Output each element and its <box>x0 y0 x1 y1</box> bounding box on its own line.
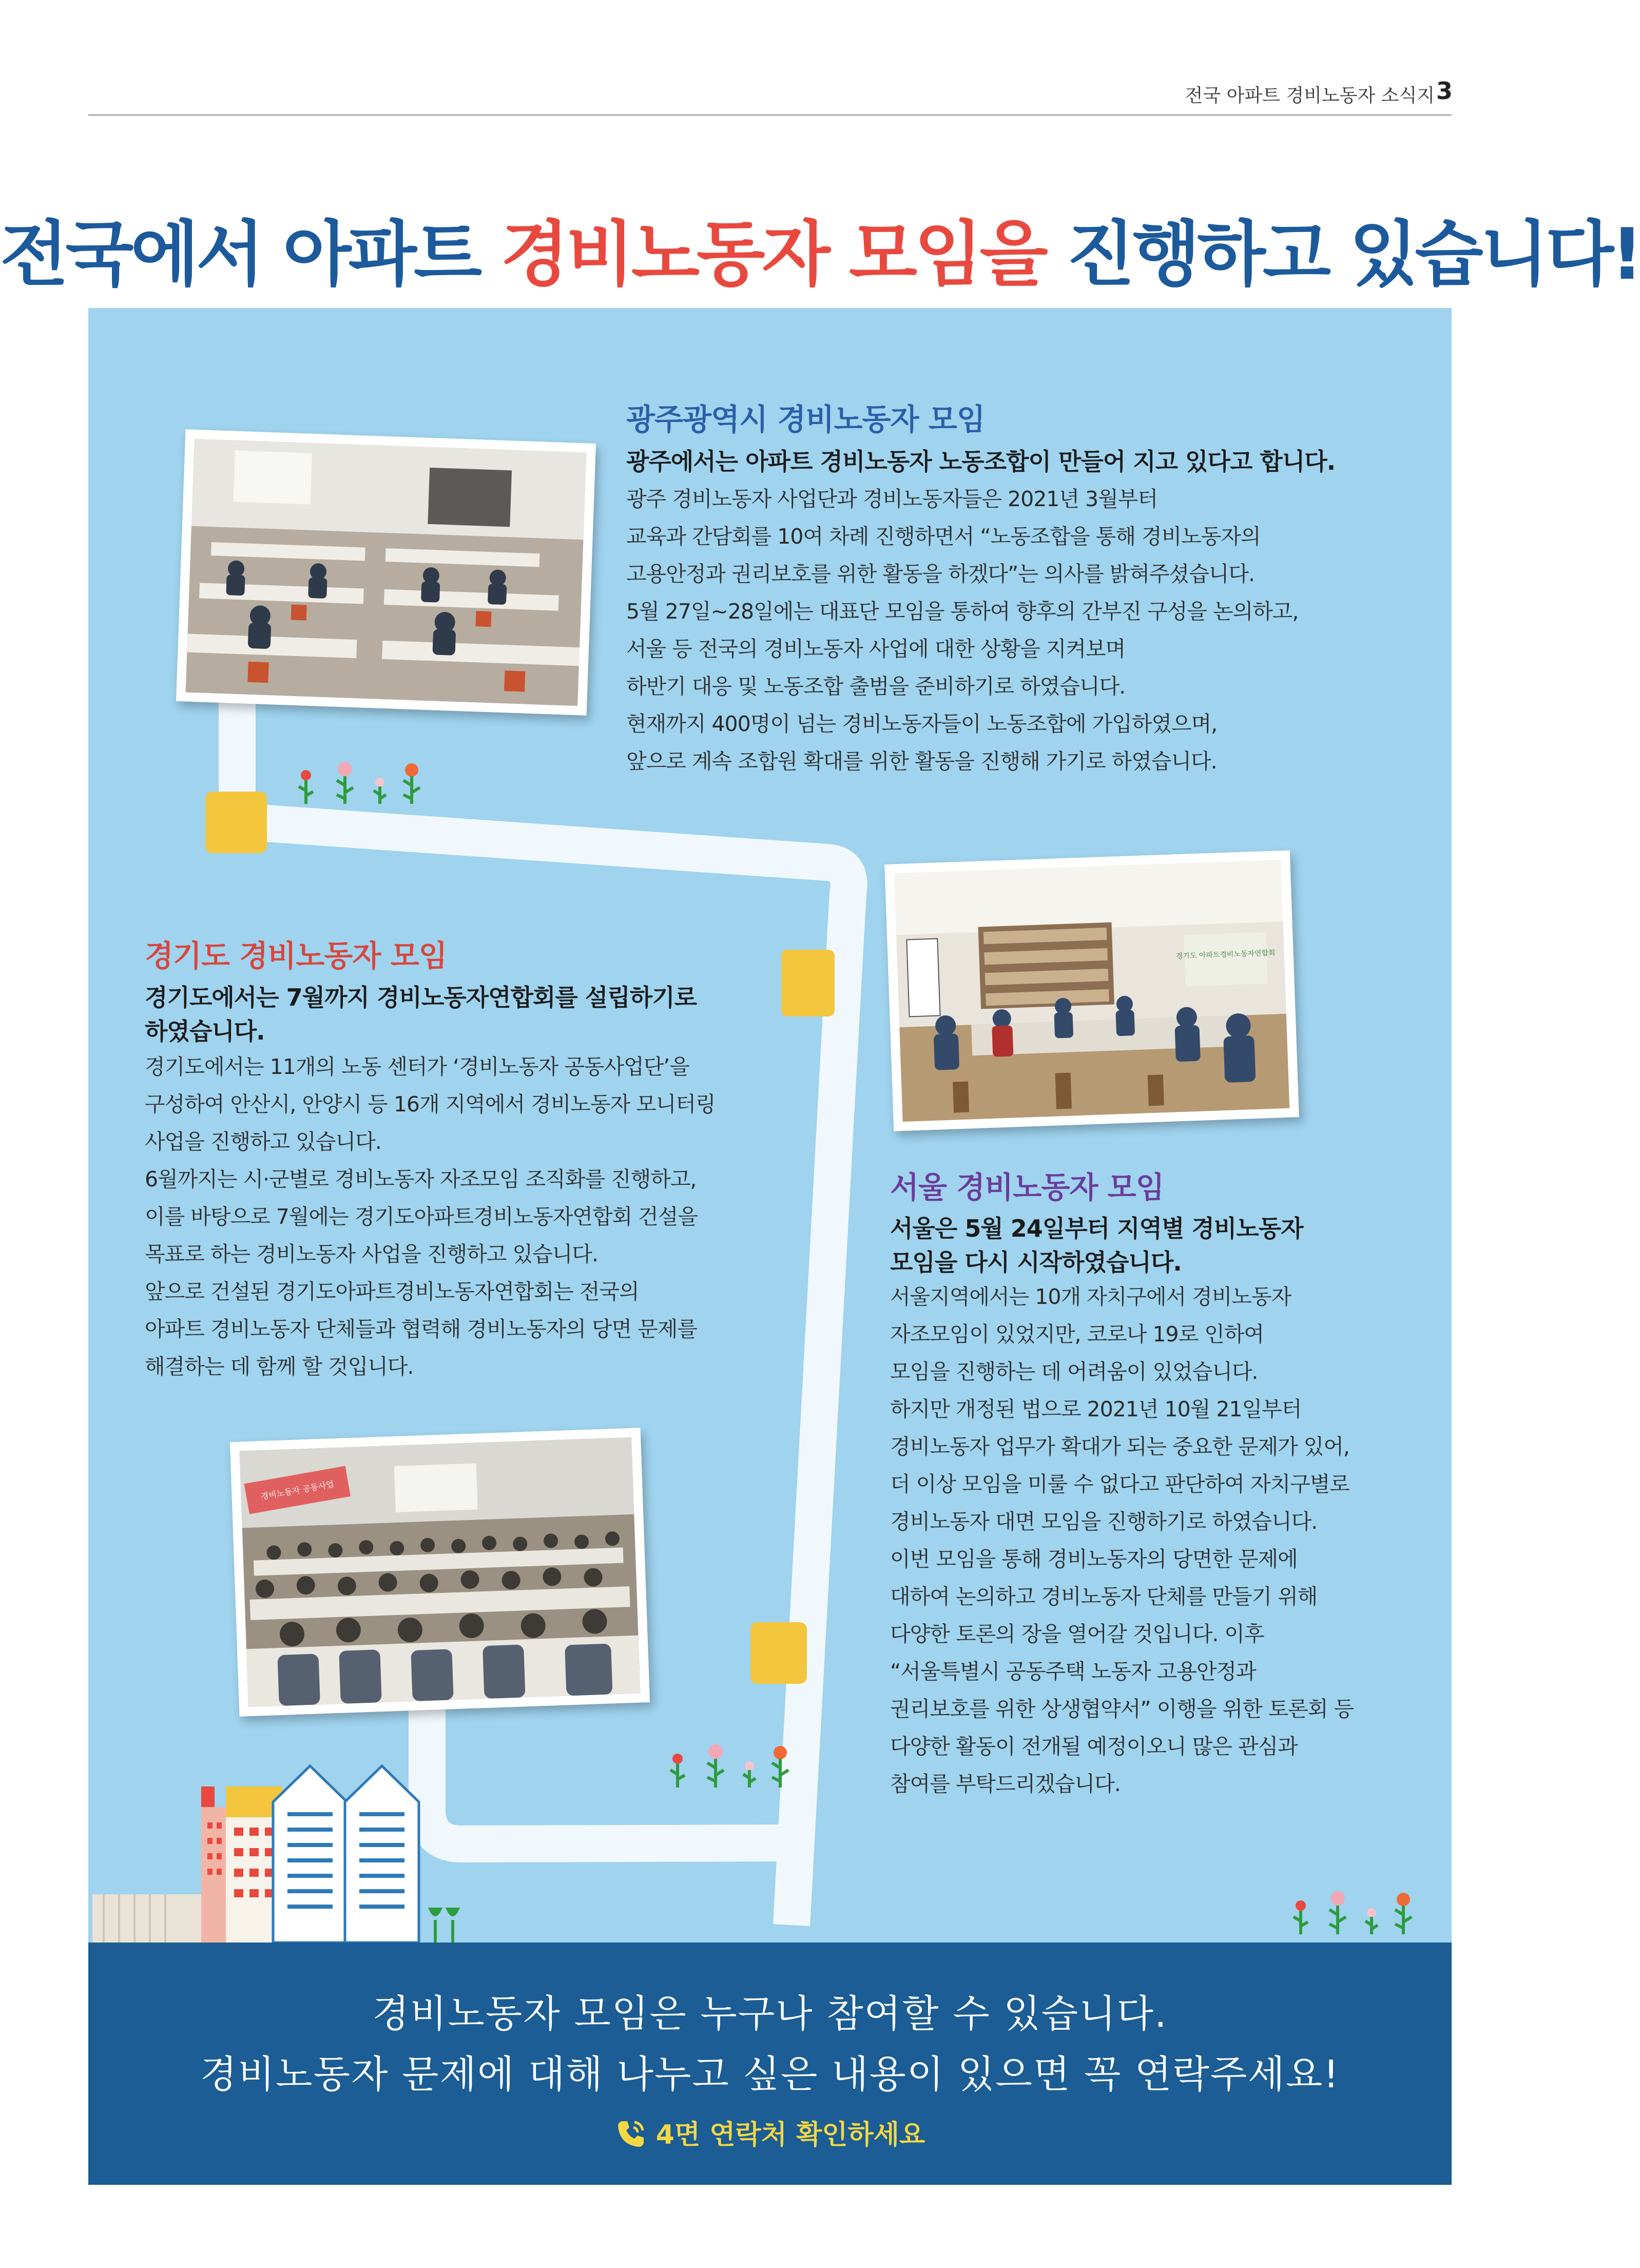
gwangju-body-line: 하반기 대응 및 노동조합 출범을 준비하기로 하였습니다. <box>626 674 1126 699</box>
seoul-body-line: 다양한 토론의 장을 열어갈 것입니다. 이후 <box>890 1622 1264 1646</box>
seoul-section-title: 서울 경비노동자 모임 <box>890 1170 1164 1205</box>
gyeonggi-body <box>145 1048 716 1386</box>
gwangju-lead <box>626 445 1335 478</box>
auditorium-meeting-image <box>240 1437 641 1707</box>
gyeonggi-body-line: 사업을 진행하고 있습니다. <box>145 1129 381 1154</box>
seoul-body-line: 경비노동자 대면 모임을 진행하기로 하였습니다. <box>890 1509 1318 1534</box>
road-marker-3 <box>750 1622 807 1684</box>
gyeonggi-meeting-photo <box>230 1428 650 1717</box>
seoul-body-line: 다양한 활동이 전개될 예정이오니 많은 관심과 <box>890 1734 1298 1759</box>
seoul-lead-line: 모임을 다시 시작하였습니다. <box>890 1248 1182 1276</box>
phone-icon <box>615 2117 648 2157</box>
page-headline <box>0 198 1640 299</box>
gyeonggi-lead-line: 경기도에서는 7월까지 경비노동자연합회를 설립하기로 <box>145 984 697 1011</box>
classroom-meeting-image <box>186 439 587 706</box>
seoul-body-line: 서울지역에서는 10개 자치구에서 경비노동자 <box>890 1284 1291 1309</box>
headline-part1: 전국에서 아파트 <box>0 213 501 296</box>
gwangju-body-line: 앞으로 계속 조합원 확대를 위한 활동을 진행해 가기로 하였습니다. <box>626 749 1217 774</box>
seoul-body-line: 자조모임이 있었지만, 코로나 19로 인하여 <box>890 1322 1264 1347</box>
gwangju-body-line: 고용안정과 권리보호를 위한 활동을 하겠다”는 의사를 밝혀주셨습니다. <box>626 562 1255 586</box>
gwangju-body <box>626 480 1298 780</box>
gyeonggi-lead-line: 하였습니다. <box>145 1017 265 1045</box>
seoul-body-line: 더 이상 모임을 미룰 수 없다고 판단하여 자치구별로 <box>890 1472 1349 1496</box>
road-marker-2 <box>781 950 835 1016</box>
gwangju-lead-line: 광주에서는 아파트 경비노동자 노동조합이 만들어 지고 있다고 합니다. <box>626 448 1336 475</box>
gwangju-body-line: 광주 경비노동자 사업단과 경비노동자들은 2021년 3월부터 <box>626 487 1157 511</box>
seoul-meeting-photo <box>884 850 1299 1131</box>
flowers-top-illustration <box>299 762 420 804</box>
flowers-bottom-right-illustration <box>1294 1891 1412 1934</box>
gwangju-body-line: 교육과 간담회를 10여 차례 진행하면서 “노동조합을 통해 경비노동자의 <box>626 524 1261 549</box>
contact-notice <box>88 2113 1452 2157</box>
seoul-body-line: 경비노동자 업무가 확대가 되는 중요한 문제가 있어, <box>890 1434 1349 1459</box>
gyeonggi-body-line: 목표로 하는 경비노동자 사업을 진행하고 있습니다. <box>145 1242 598 1266</box>
gyeonggi-body-line: 6월까지는 시·군별로 경비노동자 자조모임 조직화를 진행하고, <box>145 1167 697 1191</box>
gyeonggi-body-line: 아파트 경비노동자 단체들과 협력해 경비노동자의 당면 문제를 <box>145 1317 697 1341</box>
banner-message-line1: 경비노동자 모임은 누구나 참여할 수 있습니다. <box>372 1992 1168 2036</box>
gyeonggi-lead <box>145 981 697 1048</box>
seoul-body-line: “서울특별시 공동주택 노동자 고용안정과 <box>890 1659 1256 1684</box>
gyeonggi-section-title: 경기도 경비노동자 모임 <box>145 938 447 973</box>
seoul-body-line: 권리보호를 위한 상생협약서” 이행을 위한 토론회 등 <box>890 1697 1354 1721</box>
gyeonggi-body-line: 앞으로 건설된 경기도아파트경비노동자연합회는 전국의 <box>145 1279 639 1304</box>
gwangju-section-title: 광주광역시 경비노동자 모임 <box>626 402 985 437</box>
gyeonggi-body-line: 이를 바탕으로 7월에는 경기도아파트경비노동자연합회 건설을 <box>145 1204 698 1229</box>
headline-part3: 진행하고 있습니다! <box>1045 213 1640 296</box>
gyeonggi-body-line: 경기도에서는 11개의 노동 센터가 ‘경비노동자 공동사업단’을 <box>145 1054 689 1079</box>
gyeonggi-body-line: 구성하여 안산시, 안양시 등 16개 지역에서 경비노동자 모니터링 <box>145 1092 716 1117</box>
page-number: 3 <box>1436 77 1453 105</box>
bottom-banner <box>88 1943 1452 2185</box>
seoul-body-line: 이번 모임을 통해 경비노동자의 당면한 문제에 <box>890 1547 1298 1571</box>
gwangju-body-line: 서울 등 전국의 경비노동자 사업에 대한 상황을 지켜보며 <box>626 637 1126 661</box>
seoul-body <box>890 1278 1354 1803</box>
cafe-meeting-image <box>894 860 1289 1122</box>
seoul-body-line: 하지만 개정된 법으로 2021년 10월 21일부터 <box>890 1397 1302 1421</box>
content-panel <box>88 308 1452 1943</box>
seoul-lead-line: 서울은 5월 24일부터 지역별 경비노동자 <box>890 1215 1303 1242</box>
gwangju-meeting-photo <box>176 429 596 716</box>
buildings-illustration <box>92 1766 460 1943</box>
seoul-lead <box>890 1212 1303 1279</box>
road-marker-1 <box>205 792 267 853</box>
gwangju-body-line: 현재까지 400명이 넘는 경비노동자들이 노동조합에 가입하였으며, <box>626 712 1218 736</box>
publication-name: 전국 아파트 경비노동자 소식지 <box>1185 85 1435 106</box>
gwangju-body-line: 5월 27일~28일에는 대표단 모임을 통하여 향후의 간부진 구성을 논의하고, <box>626 599 1299 624</box>
headline-highlight: 경비노동자 모임을 <box>500 213 1045 296</box>
seoul-body-line: 참여를 부탁드리겠습니다. <box>890 1772 1121 1796</box>
photo-banner-text: 경기도 아파트경비노동자연합회 <box>1175 949 1276 961</box>
seoul-body-line: 모임을 진행하는 데 어려움이 있었습니다. <box>890 1359 1258 1384</box>
contact-text: 4면 연락처 확인하세요 <box>655 2120 925 2150</box>
photo-poster-text: 경비노동자 공동사업 <box>260 1479 335 1502</box>
gyeonggi-body-line: 해결하는 데 함께 할 것입니다. <box>145 1354 414 1379</box>
header-divider <box>88 114 1452 116</box>
flowers-middle-illustration <box>670 1744 788 1788</box>
banner-message-line2: 경비노동자 문제에 대해 나누고 싶은 내용이 있으면 꼭 연락주세요! <box>200 2052 1340 2097</box>
seoul-body-line: 대하여 논의하고 경비노동자 단체를 만들기 위해 <box>890 1584 1318 1609</box>
